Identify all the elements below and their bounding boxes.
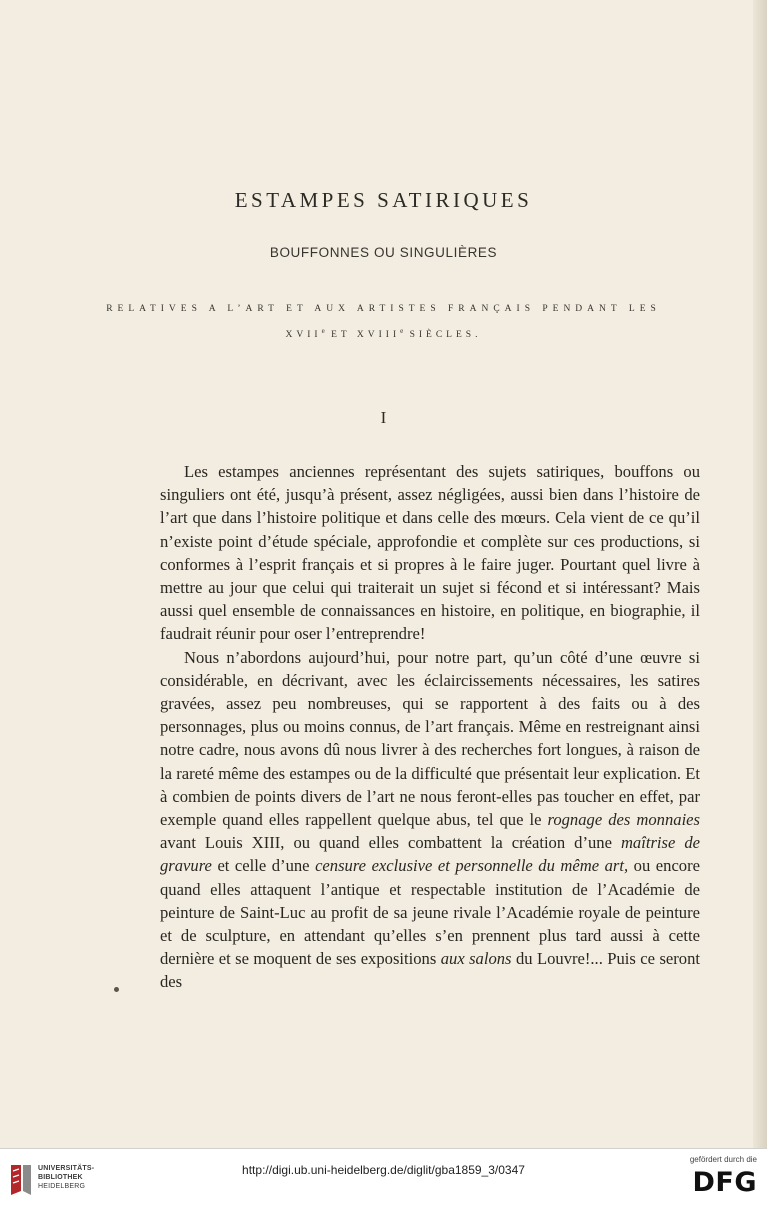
italic-rognage: rognage des monnaies <box>547 810 700 830</box>
paragraph-2-text-c: et celle d’une <box>211 856 316 876</box>
italic-censure: censure exclusive et personnelle du même art, <box>315 856 629 876</box>
margin-dot <box>114 987 119 992</box>
italic-salons: aux salons <box>440 949 512 969</box>
viewer-footer <box>0 1148 767 1207</box>
body-text <box>160 460 700 994</box>
funded-by-label: gefördert durch die <box>689 1155 757 1164</box>
conjunction: ET <box>324 330 357 341</box>
page-subtitle: BOUFFONNES OU SINGULIÈRES <box>269 245 498 260</box>
century-17: XVII <box>285 330 322 341</box>
paragraph-2-text-d: ou encore quand elles attaquent l’antique et respectable institution de l’Académie de peinture de Saint-Luc au profit de sa jeune rivale l’Académie royale de peinture et de sculpture, en attendant qu’elles s’en prennent plus tard aussi à cette dernière et se moquent de ses expositions <box>160 856 700 969</box>
century-17-suffix: e <box>321 327 325 335</box>
centuries-word: SIÈCLES. <box>403 330 482 341</box>
section-number: I <box>380 408 387 427</box>
permalink[interactable]: http://digi.ub.uni-heidelberg.de/diglit/gba1859_3/0347 <box>242 1163 525 1177</box>
dfg-logo[interactable]: DFG <box>692 1167 757 1198</box>
paragraph-2-text-b: avant Louis XIII, ou quand elles combattent la création d’une <box>160 833 621 853</box>
logo-line-3: HEIDELBERG <box>38 1183 86 1190</box>
logo-line-1: UNIVERSITÄTS- <box>38 1165 95 1172</box>
century-18-suffix: e <box>400 327 404 335</box>
paragraph-2 <box>160 646 700 994</box>
page-title: ESTAMPES SATIRIQUES <box>234 188 533 212</box>
page-edge <box>753 0 767 1148</box>
subtitle-line-2 <box>0 327 767 340</box>
logo-line-2: BIBLIOTHEK <box>38 1174 83 1181</box>
paragraph-2-text-a: Nous n’abordons aujourd’hui, pour notre part, qu’un côté d’une œuvre si considérable, en décrivant, avec les éclaircissements nécessaires, les satires gravées, assez peu nombreuses, qui se rapportent à des faits ou à des personnages, plus ou moins connus, de l’art français. Même en restreignant ainsi notre cadre, nous avons dû nous livrer à des recherches fort longues, à raison de la rareté même des estampes ou de la difficulté que présentait leur explication. Et à combien de points divers de l’art ne nous feront-elles pas toucher en effet, par exemple quand elles rappellent quelque abus, tel que le <box>160 647 700 830</box>
paragraph-2-text-e: du Louvre!... Puis ce seront des <box>160 949 701 992</box>
century-18: XVIII <box>356 330 401 341</box>
subtitle-line-1: RELATIVES A L’ART ET AUX ARTISTES FRANÇAIS PENDANT LES <box>106 304 661 314</box>
paragraph-1: Les estampes anciennes représentant des sujets satiriques, bouffons ou singuliers ont été, jusqu’à présent, assez négligées, aussi bien dans l’histoire de l’art que dans l’histoire politique et dans celle des mœurs. Cela vient de ce qu’il n’existe point d’étude spéciale, approfondie et complète sur ces productions, si conformes à l’esprit français et si propres à le faire juger. Pourtant quel livre à mettre au jour que celui qui traiterait un sujet si fécond et si intéressant? Mais aussi quel ensemble de connaissances en histoire, en politique, en biographie, il faudrait réunir pour oser l’entreprendre! <box>160 462 700 644</box>
italic-maitrise: maîtrise de gravure <box>160 833 700 876</box>
